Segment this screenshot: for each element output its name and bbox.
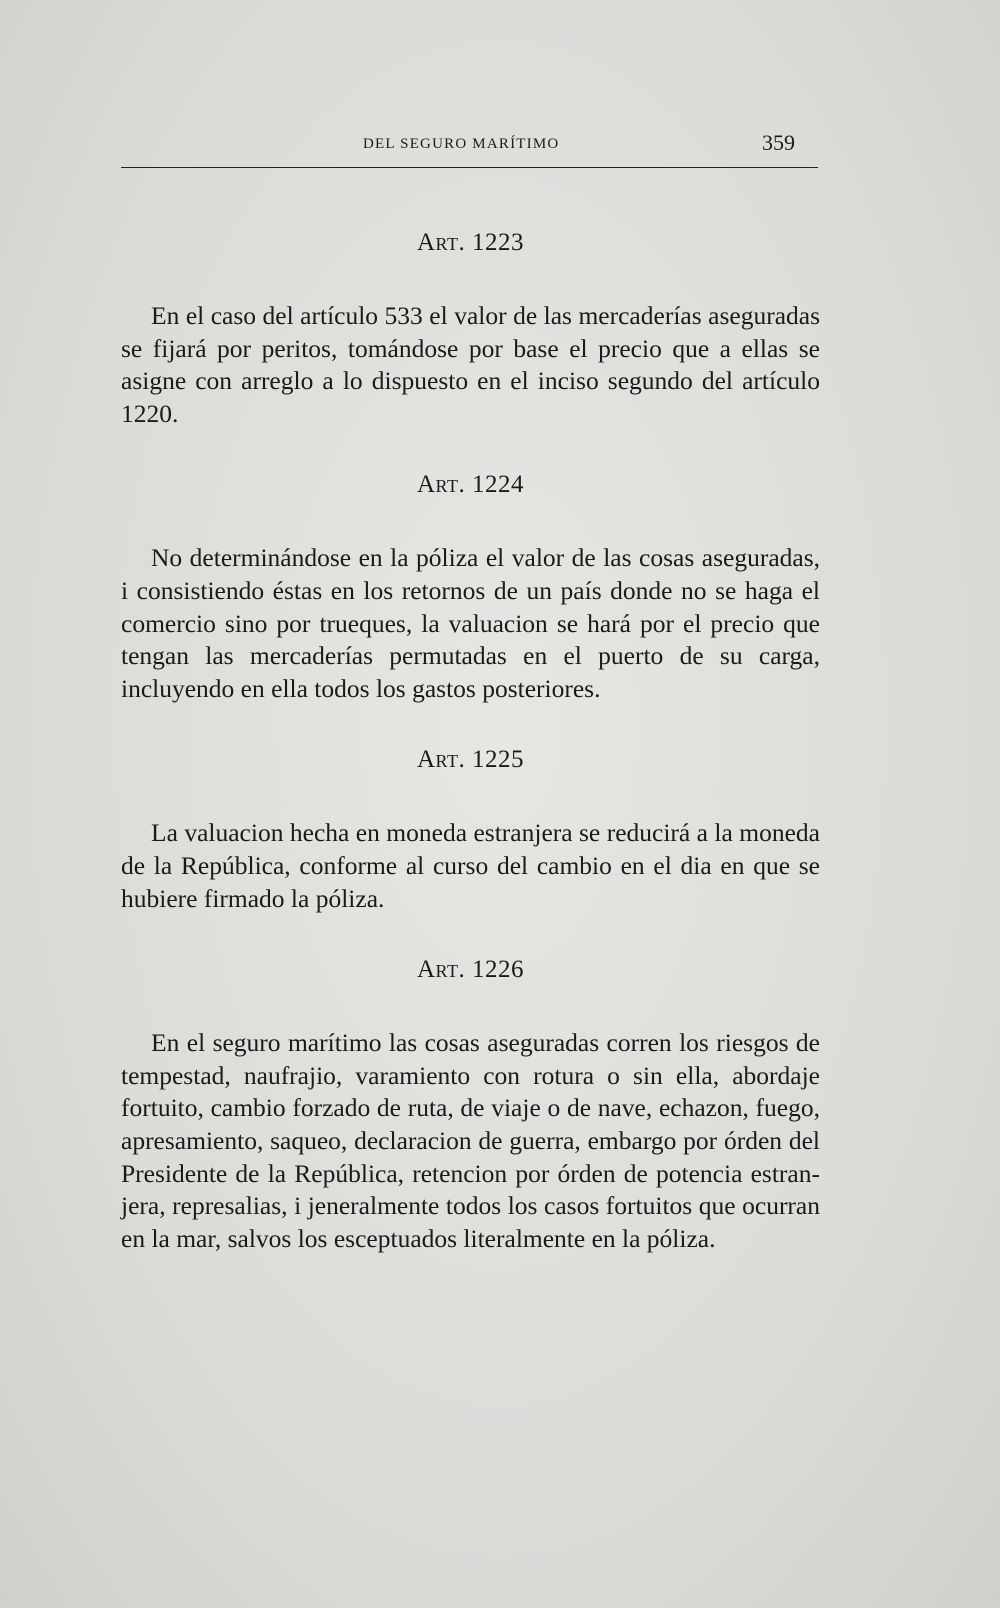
page-header — [121, 130, 821, 164]
page-number: 359 — [762, 130, 795, 155]
article-heading — [121, 470, 820, 500]
article-heading — [121, 228, 820, 258]
article-label: Art. — [417, 746, 466, 774]
article-paragraph: En el seguro marítimo las cosas aseguradas corren los riesgos de tempestad, naufrajio, varamiento con rotura o sin ella, abordaje fortuito, cambio forzado de ruta, de viaje o de nave, echazon, fuego, apresamiento, saqueo, declaracion de guerra, embargo por órden del Presidente de la República, retencion por órden de potencia estranjera, represalias, i jeneralmente todos los casos fortuitos que ocurran en la mar, salvos los esceptuados literalmente en la póliza. — [121, 1028, 820, 1253]
article-paragraph: La valuacion hecha en moneda estranjera se reducirá a la moneda de la República, conforme al curso del cambio en el dia en que se hubiere firmado la póliza. — [121, 818, 820, 913]
article-number: 1225 — [471, 746, 524, 774]
article-paragraph: No determinándose en la póliza el valor de las cosas aseguradas, i consistiendo éstas en los retornos de un país donde no se haga el comercio sino por trueques, la valuacion se hará por el precio que tengan las mercaderías permutadas en el puerto de su carga, incluyendo en ella todos los gastos posteriores. — [121, 543, 820, 703]
article-label: Art. — [417, 956, 466, 984]
running-head: DEL SEGURO MARÍTIMO — [363, 136, 560, 152]
article-heading — [121, 955, 820, 985]
page-body — [121, 228, 820, 1295]
article-label: Art. — [417, 229, 466, 256]
header-rule — [121, 167, 818, 168]
article-number: 1224 — [471, 471, 524, 499]
article-paragraph: En el caso del artículo 533 el valor de las mercaderías aseguradas se fijará por peritos, tomándose por base el precio que a ellas se asigne con arreglo a lo dispuesto en el inciso segundo del artículo 1220. — [121, 301, 820, 428]
article-number: 1223 — [471, 229, 524, 256]
article-label: Art. — [417, 471, 466, 499]
article-heading — [121, 745, 820, 775]
article-number: 1226 — [471, 956, 524, 984]
